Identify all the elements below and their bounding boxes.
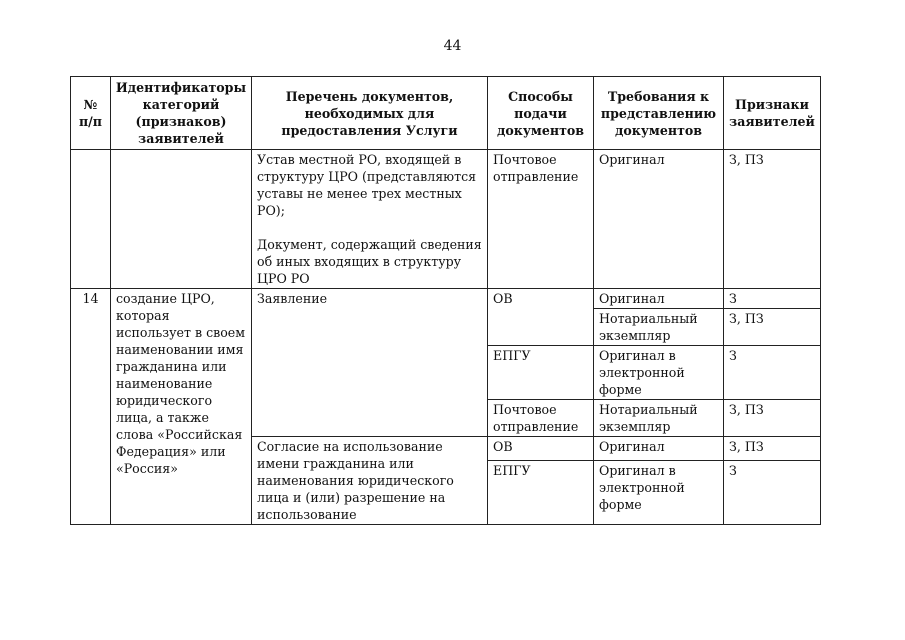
cell-num: [71, 150, 111, 289]
cell-documents: Заявление: [252, 289, 488, 437]
header-requirements: Требования к представлению документов: [594, 77, 724, 150]
documents-table: [70, 76, 821, 525]
cell-requirement: Оригинал в электронной форме: [594, 460, 724, 524]
cell-signs: З, ПЗ: [724, 437, 821, 461]
cell-signs: З, ПЗ: [724, 309, 821, 346]
header-submission: Способы подачи документов: [488, 77, 594, 150]
cell-requirement: Оригинал: [594, 437, 724, 461]
header-signs: Признаки заявителей: [724, 77, 821, 150]
cell-requirement: Оригинал: [594, 289, 724, 309]
cell-requirement: Оригинал: [594, 150, 724, 289]
header-documents: Перечень документов, необходимых для предоставления Услуги: [252, 77, 488, 150]
cell-requirement: Оригинал в электронной форме: [594, 346, 724, 400]
page-number: 44: [443, 38, 462, 54]
cell-identifier: [111, 150, 252, 289]
cell-signs: З, ПЗ: [724, 150, 821, 289]
header-identifiers: Идентификаторы категорий (признаков) заявителей: [111, 77, 252, 150]
cell-documents: Устав местной РО, входящей в структуру ЦРО (представляются уставы не менее трех местных РО); Документ, содержащий сведения об иных входящих в структуру ЦРО РО: [252, 150, 488, 289]
cell-requirement: Нотариальный экземпляр: [594, 309, 724, 346]
table-header-row: [71, 77, 821, 150]
cell-submission: ЕПГУ: [488, 346, 594, 400]
cell-submission: ЕПГУ: [488, 460, 594, 524]
header-num: № п/п: [71, 77, 111, 150]
cell-documents: Согласие на использование имени гражданина или наименования юридического лица и (или) разрешение на использование: [252, 437, 488, 525]
cell-submission: Почтовое отправление: [488, 400, 594, 437]
cell-num: 14: [71, 289, 111, 525]
cell-signs: З: [724, 289, 821, 309]
cell-signs: З: [724, 346, 821, 400]
table-row: [71, 289, 821, 309]
table-row: [71, 150, 821, 289]
cell-identifier: создание ЦРО, которая использует в своем наименовании имя гражданина или наименование юридического лица, а также слова «Российская Федерация» или «Россия»: [111, 289, 252, 525]
cell-submission: Почтовое отправление: [488, 150, 594, 289]
cell-submission: ОВ: [488, 289, 594, 346]
cell-signs: З, ПЗ: [724, 400, 821, 437]
cell-submission: ОВ: [488, 437, 594, 461]
cell-requirement: Нотариальный экземпляр: [594, 400, 724, 437]
cell-signs: З: [724, 460, 821, 524]
